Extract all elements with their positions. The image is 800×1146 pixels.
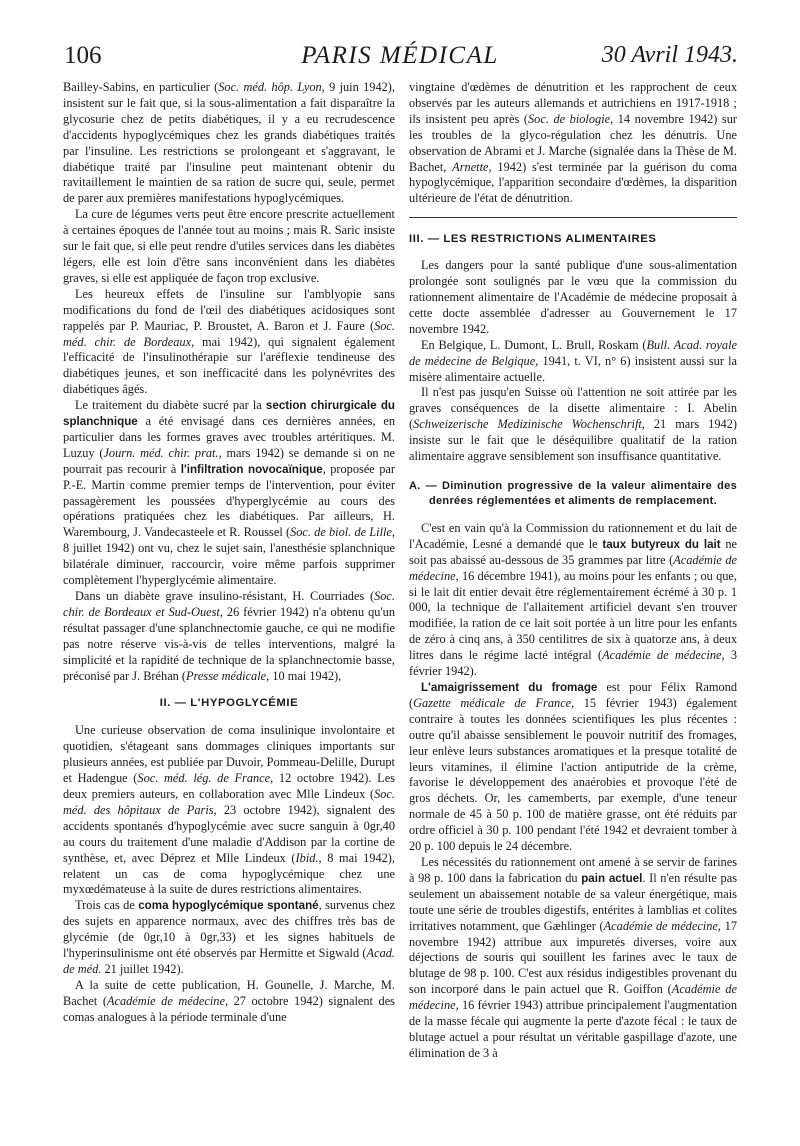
right-column [409, 80, 737, 1062]
paragraph: Les dangers pour la santé publique d'une sous-alimentation prolongée sont soulignés par le vœu que la commission du rationnement alimentaire de l'Académie de médecine proposait à cette docte assemblée d'adresser au Gouvernement le 17 novembre 1942. [409, 258, 737, 336]
paragraph: Trois cas de coma hypoglycémique spontané, survenus chez des sujets en apparence normaux, avec des chiffres très bas de glycémie (de 0gr,10 à 0gr,33) et les signes habituels de l'hyperinsulinisme ont été observés par Hermitte et Sigwald (Acad. de méd. 21 juillet 1942). [63, 898, 395, 976]
page-number: 106 [64, 42, 102, 69]
paragraph: Une curieuse observation de coma insulinique involontaire et quotidien, s'étageant sans dommages cliniques importants sur plusieurs années, est publiée par Duvoir, Pommeau-Delille, Durupt et Hadengue (Soc. méd. lég. de France, 12 octobre 1942). Les deux premiers auteurs, en collaboration avec Mlle Lindeux (Soc. méd. des hôpitaux de Paris, 23 octobre 1942), signalent des accidents spontanés d'hypoglycémie avec sucre sanguin à 0gr,40 au cours du traitement d'une maladie d'Addison par la cortine de synthèse, et, avec Déprez et Mlle Lindeux (Ibid., 8 mai 1942), relatent un cas de coma hypoglycémique chez une myxœdémateuse à la suite de dures restrictions alimentaires. [63, 723, 395, 897]
section-rule [409, 217, 737, 218]
paragraph: vingtaine d'œdèmes de dénutrition et les rapprochent de ceux observés par les auteurs allemands et autrichiens en 1917-1918 ; ils insistent peu après (Soc. de biologie, 14 novembre 1942) sur les troubles de la glyco-régulation chez les dénutris. Une observation de Abrami et J. Marche (signalée dans la Thèse de M. Bachet, Arnette, 1942) s'est terminée par la guérison du coma hypoglycémique, l'apparition secondaire d'œdèmes, la disparition ultérieure de l'état de dénutrition. [409, 80, 737, 206]
running-header [0, 42, 800, 76]
left-column [63, 80, 395, 1026]
section-heading-hypoglycemie: II. — L'HYPOGLYCÉMIE [159, 697, 299, 710]
paragraph: Il n'est pas jusqu'en Suisse où l'attention ne soit attirée par les graves conséquences de la disette alimentaire : I. Abelin (Schweizerische Medizinische Wochenschrift, 21 mars 1942) insiste sur le fait que le déséquilibre qualitatif de la ration alimentaire aggrave sensiblement son insuffisance quantitative. [409, 385, 737, 464]
journal-title: PARIS MÉDICAL [301, 42, 499, 69]
paragraph: Le traitement du diabète sucré par la section chirurgicale du splanchnique a été envisagé dans ces dernières années, en particulier dans les formes graves avec troubles artéritiques. M. Luzuy (Journ. méd. chir. prat., mars 1942) se demande si on ne pourrait pas recourir à l'infiltration novocaïnique, proposée par P.-E. Martin comme premier temps de l'intervention, pour éviter passagèrement les poussées d'hyperglycémie au cours des opérations pratiquées chez les diabétiques. Par ailleurs, H. Warembourg, J. Vandecasteele et R. Roussel (Soc. de biol. de Lille, 8 juillet 1942) ont vu, chez le sujet sain, l'anesthésie splanchnique bilatérale diminuer, raccourcir, voire même parfois supprimer complètement l'hyperglycémie alimentaire. [63, 398, 396, 588]
issue-date: 30 Avril 1943. [601, 42, 738, 68]
paragraph: Les nécessités du rationnement ont amené à se servir de farines à 98 p. 100 dans la fabrication du pain actuel. Il n'en résulte pas seulement un abaissement notable de sa valeur énergétique, mais toute une série de troubles digestifs, entérites à lamblias et colites irritatives notamment, que Gæhlinger (Académie de médecine, 17 novembre 1942) attribue aux impuretés diverses, voire aux déjections de souris qui souillent les farines avec le taux de blutage de 98 p. 100. C'est aux résidus indigestibles provenant du son incorporé dans le pain actuel que R. Goiffon (Académie de médecine, 16 février 1943) attribue principalement l'augmentation de la masse fécale qui augmente la perte d'azote fécal : le taux de blutage actuel a pour résultat un véritable gaspillage d'azote, une élimination de 3 à [409, 854, 738, 1060]
subsection-heading-a: A. — Diminution progressive de la valeur alimentaire des denrées réglementées et aliments de remplacement. [409, 479, 737, 508]
paragraph: Bailley-Sabins, en particulier (Soc. méd. hôp. Lyon, 9 juin 1942), insistent sur le fait que, si la sous-alimentation a fait disparaître la glycosurie chez de petits diabétiques, il y a eu recrudescence d'accidents hypoglycémiques chez les grands diabétiques traités par l'insuline. Les restrictions se prolongeant et s'aggravant, le diabétique traité par l'insuline peut maintenant obtenir du ravitaillement le maintien de sa ration de sucre qui, seule, permet de parer aux premières manifestations hypoglycémiques. [63, 80, 395, 206]
paragraph: A la suite de cette publication, H. Gounelle, J. Marche, M. Bachet (Académie de médecine, 27 octobre 1942) signalent des comas analogues à la période terminale d'une [63, 977, 395, 1024]
paragraph: L'amaigrissement du fromage est pour Félix Ramond (Gazette médicale de France, 15 février 1943) également contraire à toutes les données scientifiques les plus récentes : outre qu'il abaisse sensiblement le pouvoir nutritif des fromages, leur enlève leurs substances aromatiques et la presque totalité de leurs vitamines, il élimine l'action antiputride de la crème, favorise le développement des anaérobies et provoque l'été de gros déchets. Or, les camemberts, par exemple, d'une teneur normale de 45 à 50 p. 100 de matière grasse, ont été réduits par ordre officiel à 30 p. 100 pendant l'été 1942 et devraient tomber à 20 p. 100 depuis le 24 décembre. [409, 680, 737, 854]
paragraph: La cure de légumes verts peut être encore prescrite actuellement à certaines époques de l'année tout au moins ; mais R. Saric insiste sur le fait que, si elle peut rendre d'utiles services dans les diabètes légers, elle est loin d'être sans inconvénient dans les diabètes graves, si elle est appliquée de façon trop exclusive. [63, 207, 395, 285]
paragraph: Les heureux effets de l'insuline sur l'amblyopie sans modifications du fond de l'œil des diabétiques acidosiques sont rappelés par P. Mauriac, P. Broustet, A. Baron et J. Faure (Soc. méd. chir. de Bordeaux, mai 1942), qui signalent également l'efficacité de l'insulinothérapie sur l'aréflexie tendineuse des diabétiques jeunes, et son inefficacité dans les polynévrites des diabétiques âgés. [63, 286, 395, 397]
paragraph: C'est en vain qu'à la Commission du rationnement et du lait de l'Académie, Lesné a demandé que le taux butyreux du lait ne soit pas abaissé au-dessous de 35 grammes par litre (Académie de médecine, 16 décembre 1941), au moins pour les enfants ; ou que, si le lait dit entier devait être réglementairement écrémé à 30 p. 1 000, la technique de l'allaitement artificiel devant s'en trouver modifiée, la ration de ce lait soit portée à un litre pour les enfants de zéro à cinq ans, à 350 centilitres de six à quatorze ans, à deux litres dans le régime lacté intégral (Académie de médecine, 3 février 1942). [409, 520, 737, 679]
paragraph: Dans un diabète grave insulino-résistant, H. Courriades (Soc. chir. de Bordeaux et Sud-Ouest, 26 février 1942) n'a obtenu qu'un résultat passager d'une splanchnectomie gauche, ce qui ne modifie pas notre réserve vis-à-vis de telles interventions, malgré la simplicité et la rapidité de technique de la splanchnectomie basse, préconisé par J. Bréhan (Presse médicale, 10 mai 1942), [63, 589, 395, 683]
paragraph: En Belgique, L. Dumont, L. Brull, Roskam (Bull. Acad. royale de médecine de Belgique, 1941, t. VI, n° 6) insistent aussi sur la misère alimentaire actuelle. [409, 337, 737, 384]
section-heading-restrictions: III. — LES RESTRICTIONS ALIMENTAIRES [409, 233, 657, 246]
